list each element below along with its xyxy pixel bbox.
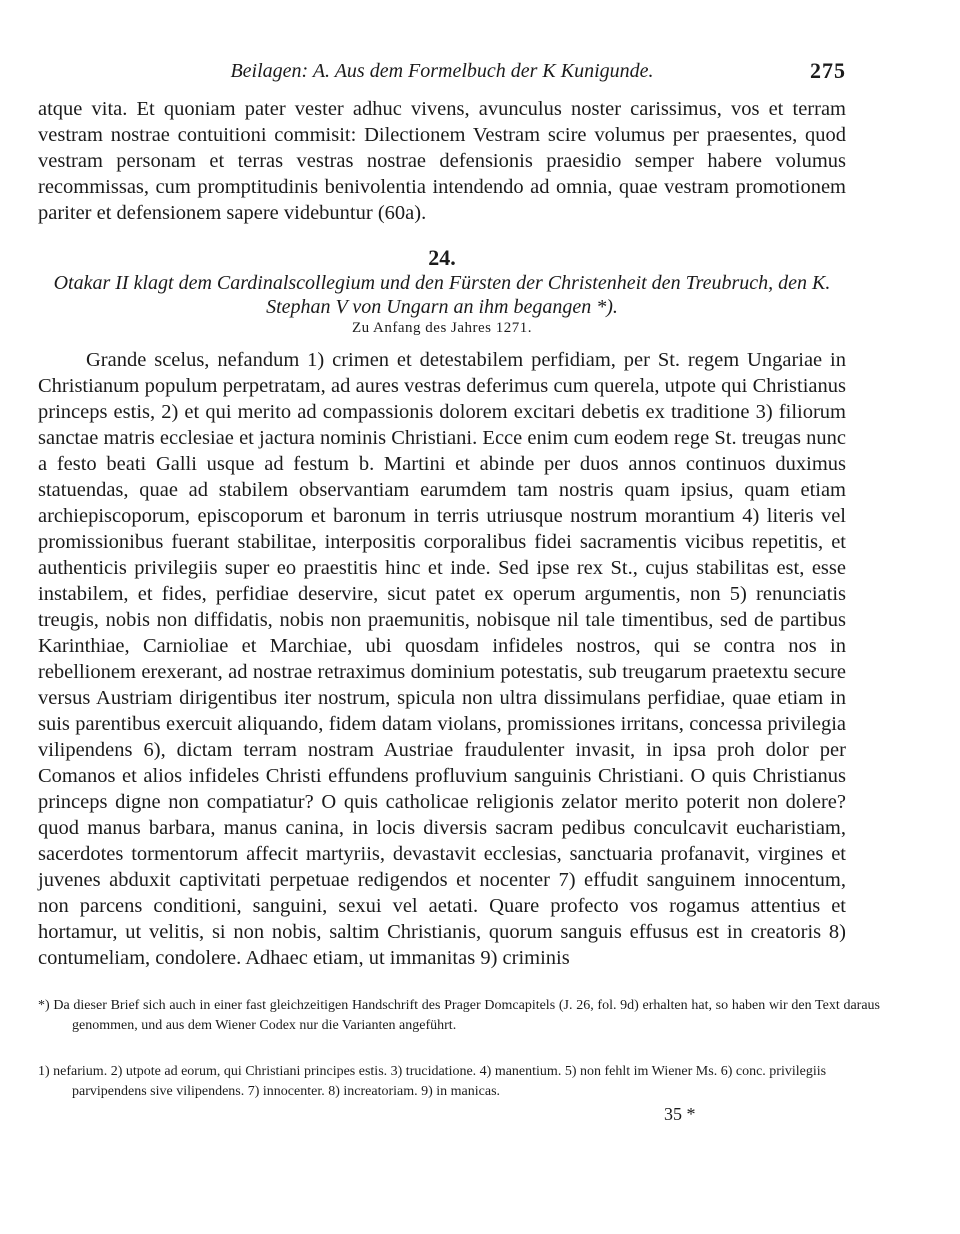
document-number: 24. <box>428 245 456 270</box>
footnote-variants: 1) nefarium. 2) utpote ad eorum, qui Christiani principes estis. 3) trucidatione. 4) manentium. 5) non fehlt im Wiener Ms. 6) conc. privilegiis parvipendens sive vilipendens. 7) innocenter. 8) increatoriam. 9) in manicas. <box>38 1064 827 1099</box>
running-title: Beilagen: A. Aus dem Formelbuch der K Kunigunde. <box>230 60 654 82</box>
page-header <box>38 58 846 88</box>
document-title: Otakar II klagt dem Cardinalscollegium und den Fürsten der Christenheit den Treubruch, den K. Stephan V von Ungarn an ihm begangen *). <box>53 272 831 318</box>
document-date: Zu Anfang des Jahres 1271. <box>351 320 533 336</box>
page-number: 275 <box>810 58 846 83</box>
signature-mark: 35 * <box>664 1104 696 1124</box>
paragraph-1: atque vita. Et quoniam pater vester adhuc vivens, avunculus noster carissimus, vos et terram vestram nostrae contuitioni commisit: Dilectionem Vestram scire volumus per praesentes, quod vestram personam et terras vestras nostrae defensionis praesidio semper habere volumus recommissas, cum promptitudinis benivolentia intendendo ad omnia, quae vestram promotionem pariter et defensionem sapere videbuntur (60a). <box>38 98 846 224</box>
paragraph-2: Grande scelus, nefandum 1) crimen et detestabilem perfidiam, per St. regem Ungariae in Christianum populum perpetratam, ad aures vestras deferimus cum querela, utpote qui Christianus princeps estis, 2) et qui merito ad compassionis dolorem excitari debetis ex traditione 3) filiorum sanctae matris ecclesiae et jactura nominis Christiani. Ecce enim cum eodem rege St. treugas nunc a festo beati Galli usque ad festum b. Martini et abinde per duos annos continuos duximus statuendas, quae ad stabilem observantiam earumdem tam nostris quam ipsius, quam etiam archiepiscoporum, episcoporum et baronum in terris utriusque nostrum morantium 4) literis vel promissionibus fuerant stabilitae, interpositis corporalibus fidei sacramentis vicibus repetitis, et authenticis privilegiis super eo praestitis hinc et inde. Sed ipse rex St., cujus stabilitas est, esse instabilem, et fides, perfidiae deservire, sicut patet ex operum argumentis, non 5) renunciatis treugis, nobis non diffidatis, nobis non praemunitis, nobisque nil tale timentibus, sed de partibus Karinthiae, Carnioliae et Marchiae, ubi quosdam infideles nostros, qui se contra nos in rebellionem erexerant, ad nostrae retraximus dominium potestatis, sub treugarum praetextu secure versus Austriam dirigentibus iter nostrum, spicula non ultra dissimulans perfidiae, quae etiam in suis parentibus exercuit aliquando, fidem datam violans, promissiones irritans, concessa privilegia vilipendens 6), dictam terram nostram Austriae fraudulenter invasit, in ipsa proh dolor per Comanos et alios infideles Christi effundens profluvium sanguinis Christiani. O quis Christianus princeps digne non compatiatur? O quis catholicae religionis zelator merito poterit non dolere? quod manus barbara, manus canina, in locis diversis sacram pedibus conculcavit eucharistiam, sacerdotes tormentorum affecit martyriis, devastavit ecclesias, sanctuaria profanavit, virgines et juvenes abduxit captivitati perpetuae redigendos et nocenter 7) effudit sanguinem innocentum, non parcens conditioni, sanguini, sexui vel aetati. Quare profecto vos rogamus attentius et hortamur, ut velitis, si non nobis, saltim Christianis, quorum sanguis effusus est in creatoris 8) contumeliam, condolere. Adhaec etiam, ut immanitas 9) criminis <box>38 349 846 969</box>
footnote-star: *) Da dieser Brief sich auch in einer fast gleichzeitigen Handschrift des Prager Domcapitels (J. 26, fol. 9d) erhalten hat, so haben wir den Text daraus genommen, und aus dem Wiener Codex nur die Varianten angeführt. <box>38 998 880 1033</box>
